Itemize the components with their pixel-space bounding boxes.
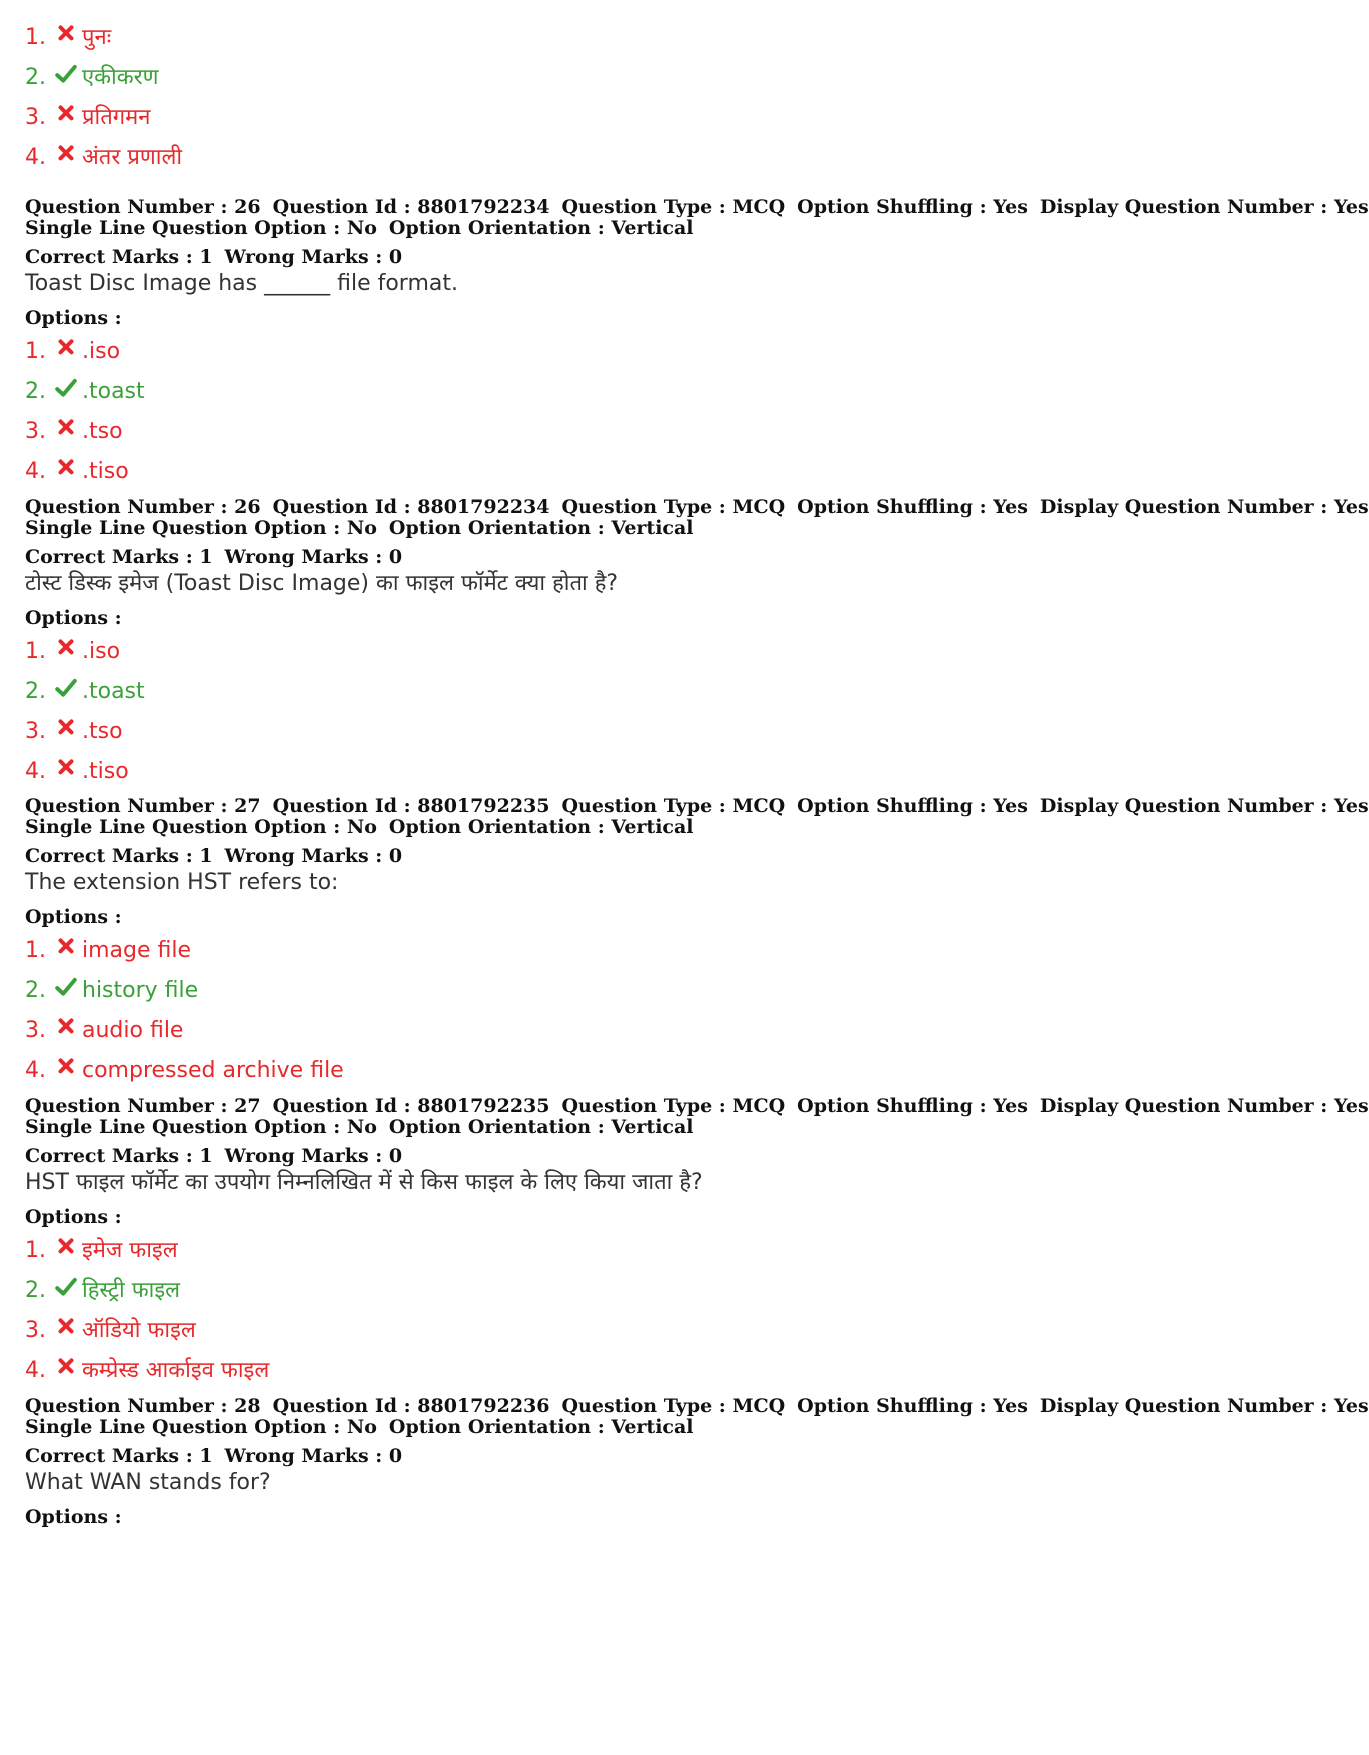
cross-icon: [55, 337, 77, 359]
cross-icon: [55, 143, 77, 165]
option-text: .tiso: [82, 759, 129, 784]
correct-marks: Correct Marks : 1: [25, 1145, 213, 1167]
check-icon: [55, 1276, 77, 1298]
cross-icon: [55, 717, 77, 739]
option-text: .iso: [82, 639, 121, 664]
option-number: 1.: [25, 938, 46, 963]
question-meta-line2: [25, 1117, 1215, 1138]
question-number: Question Number : 27: [25, 1095, 261, 1117]
cross-icon: [55, 1016, 77, 1038]
option-number: 4.: [25, 459, 46, 484]
question-block: [25, 196, 1369, 492]
option-text: image file: [82, 938, 192, 963]
option-number: 4.: [25, 1058, 46, 1083]
question-id: Question Id : 8801792236: [272, 1395, 550, 1417]
options-label: Options :: [25, 1506, 122, 1528]
question-type: Question Type : MCQ: [561, 1395, 786, 1417]
option-number: 3.: [25, 105, 46, 130]
question-text: What WAN stands for?: [25, 1470, 271, 1495]
option-orientation: Option Orientation : Vertical: [388, 1116, 694, 1138]
option-text: .iso: [82, 339, 121, 364]
wrong-marks: Wrong Marks : 0: [224, 1445, 403, 1467]
wrong-marks: Wrong Marks : 0: [224, 246, 403, 268]
option-item: [25, 752, 1215, 792]
options-list: [25, 931, 1215, 1091]
option-orientation: Option Orientation : Vertical: [388, 1416, 694, 1438]
option-item: [25, 1311, 1215, 1351]
cross-icon: [55, 637, 77, 659]
option-number: 1.: [25, 25, 46, 50]
options-label: Options :: [25, 1206, 122, 1228]
options-list: [25, 632, 1215, 792]
option-item: [25, 632, 1215, 672]
option-item: [25, 1271, 1215, 1311]
option-item: [25, 1351, 1215, 1391]
display-question-number: Display Question Number : Yes: [1039, 795, 1369, 817]
question-meta-line1: [25, 1395, 1369, 1417]
cross-icon: [55, 23, 77, 45]
option-orientation: Option Orientation : Vertical: [388, 217, 694, 239]
check-icon: [55, 377, 77, 399]
option-shuffling: Option Shuffling : Yes: [797, 795, 1028, 817]
question-text: Toast Disc Image has ______ file format.: [25, 271, 458, 296]
option-text: ऑडियो फाइल: [82, 1318, 196, 1343]
question-meta-line1: [25, 1095, 1369, 1117]
question-type: Question Type : MCQ: [561, 1095, 786, 1117]
cross-icon: [55, 1236, 77, 1258]
options-list: [25, 332, 1215, 492]
option-number: 3.: [25, 1018, 46, 1043]
question-id: Question Id : 8801792234: [272, 496, 550, 518]
cross-icon: [55, 1056, 77, 1078]
option-item: [25, 412, 1215, 452]
question-type: Question Type : MCQ: [561, 496, 786, 518]
option-number: 2.: [25, 978, 46, 1003]
question-text: The extension HST refers to:: [25, 870, 339, 895]
cross-icon: [55, 1356, 77, 1378]
option-shuffling: Option Shuffling : Yes: [797, 1395, 1028, 1417]
single-line-option: Single Line Question Option : No: [25, 1416, 377, 1438]
question-number: Question Number : 27: [25, 795, 261, 817]
option-number: 2.: [25, 1278, 46, 1303]
option-orientation: Option Orientation : Vertical: [388, 517, 694, 539]
wrong-marks: Wrong Marks : 0: [224, 1145, 403, 1167]
correct-marks: Correct Marks : 1: [25, 246, 213, 268]
question-block: [25, 1095, 1369, 1391]
option-item: [25, 372, 1215, 412]
option-number: 1.: [25, 339, 46, 364]
option-shuffling: Option Shuffling : Yes: [797, 196, 1028, 218]
question-block: [25, 496, 1369, 792]
cross-icon: [55, 457, 77, 479]
option-text: .tso: [82, 419, 123, 444]
question-meta-line1: [25, 496, 1369, 518]
display-question-number: Display Question Number : Yes: [1039, 1095, 1369, 1117]
question-type: Question Type : MCQ: [561, 795, 786, 817]
option-item: [25, 712, 1215, 752]
option-text: .tiso: [82, 459, 129, 484]
option-item: [25, 971, 1215, 1011]
single-line-option: Single Line Question Option : No: [25, 517, 377, 539]
question-number: Question Number : 28: [25, 1395, 261, 1417]
option-number: 4.: [25, 1358, 46, 1383]
option-item: [25, 1051, 1215, 1091]
correct-marks: Correct Marks : 1: [25, 546, 213, 568]
question-id: Question Id : 8801792235: [272, 1095, 550, 1117]
option-text: .toast: [82, 679, 145, 704]
option-text: कम्प्रेस्ड आर्काइव फाइल: [82, 1358, 270, 1383]
display-question-number: Display Question Number : Yes: [1039, 1395, 1369, 1417]
wrong-marks: Wrong Marks : 0: [224, 845, 403, 867]
cross-icon: [55, 417, 77, 439]
question-text: HST फाइल फॉर्मेट का उपयोग निम्नलिखित में से किस फाइल के लिए किया जाता है?: [25, 1170, 703, 1195]
option-item: [25, 1011, 1215, 1051]
options-label: Options :: [25, 307, 122, 329]
option-number: 4.: [25, 145, 46, 170]
cross-icon: [55, 1316, 77, 1338]
option-number: 3.: [25, 419, 46, 444]
option-number: 2.: [25, 679, 46, 704]
single-line-option: Single Line Question Option : No: [25, 217, 377, 239]
cross-icon: [55, 936, 77, 958]
option-text: प्रतिगमन: [82, 105, 151, 130]
correct-marks: Correct Marks : 1: [25, 1445, 213, 1467]
option-item: [25, 672, 1215, 712]
display-question-number: Display Question Number : Yes: [1039, 496, 1369, 518]
option-number: 2.: [25, 65, 46, 90]
check-icon: [55, 63, 77, 85]
question-block: [25, 1395, 1369, 1531]
question-number: Question Number : 26: [25, 196, 261, 218]
option-text: audio file: [82, 1018, 184, 1043]
option-number: 1.: [25, 1238, 46, 1263]
cross-icon: [55, 757, 77, 779]
correct-marks: Correct Marks : 1: [25, 845, 213, 867]
display-question-number: Display Question Number : Yes: [1039, 196, 1369, 218]
question-id: Question Id : 8801792235: [272, 795, 550, 817]
cross-icon: [55, 103, 77, 125]
check-icon: [55, 976, 77, 998]
question-marks: [25, 247, 1215, 268]
option-item: [25, 1231, 1215, 1271]
option-item: [25, 332, 1215, 372]
option-number: 3.: [25, 719, 46, 744]
question-meta-line2: [25, 518, 1215, 539]
question-marks: [25, 1146, 1215, 1167]
options-label: Options :: [25, 607, 122, 629]
question-type: Question Type : MCQ: [561, 196, 786, 218]
options-label: Options :: [25, 906, 122, 928]
option-shuffling: Option Shuffling : Yes: [797, 496, 1028, 518]
option-item: [25, 452, 1215, 492]
question-id: Question Id : 8801792234: [272, 196, 550, 218]
option-text: एकीकरण: [82, 65, 159, 90]
option-text: हिस्ट्री फाइल: [82, 1278, 181, 1303]
question-marks: [25, 1446, 1215, 1467]
question-block: [25, 795, 1369, 1091]
options-list: [25, 1231, 1215, 1391]
option-item: [25, 931, 1215, 971]
option-number: 1.: [25, 639, 46, 664]
option-text: अंतर प्रणाली: [82, 145, 183, 170]
question-marks: [25, 547, 1215, 568]
option-number: 3.: [25, 1318, 46, 1343]
question-meta-line1: [25, 795, 1369, 817]
question-meta-line2: [25, 218, 1215, 239]
question-meta-line2: [25, 1417, 1215, 1438]
question-marks: [25, 846, 1215, 867]
question-meta-line2: [25, 817, 1215, 838]
option-orientation: Option Orientation : Vertical: [388, 816, 694, 838]
single-line-option: Single Line Question Option : No: [25, 1116, 377, 1138]
option-text: इमेज फाइल: [82, 1238, 178, 1263]
option-text: .tso: [82, 719, 123, 744]
check-icon: [55, 677, 77, 699]
option-number: 4.: [25, 759, 46, 784]
option-text: .toast: [82, 379, 145, 404]
question-text: टोस्ट डिस्क इमेज (Toast Disc Image) का फाइल फॉर्मेट क्या होता है?: [25, 571, 619, 596]
option-number: 2.: [25, 379, 46, 404]
option-text: पुनः: [82, 25, 112, 50]
option-text: compressed archive file: [82, 1058, 344, 1083]
option-shuffling: Option Shuffling : Yes: [797, 1095, 1028, 1117]
option-text: history file: [82, 978, 199, 1003]
question-number: Question Number : 26: [25, 496, 261, 518]
single-line-option: Single Line Question Option : No: [25, 816, 377, 838]
wrong-marks: Wrong Marks : 0: [224, 546, 403, 568]
question-meta-line1: [25, 196, 1369, 218]
